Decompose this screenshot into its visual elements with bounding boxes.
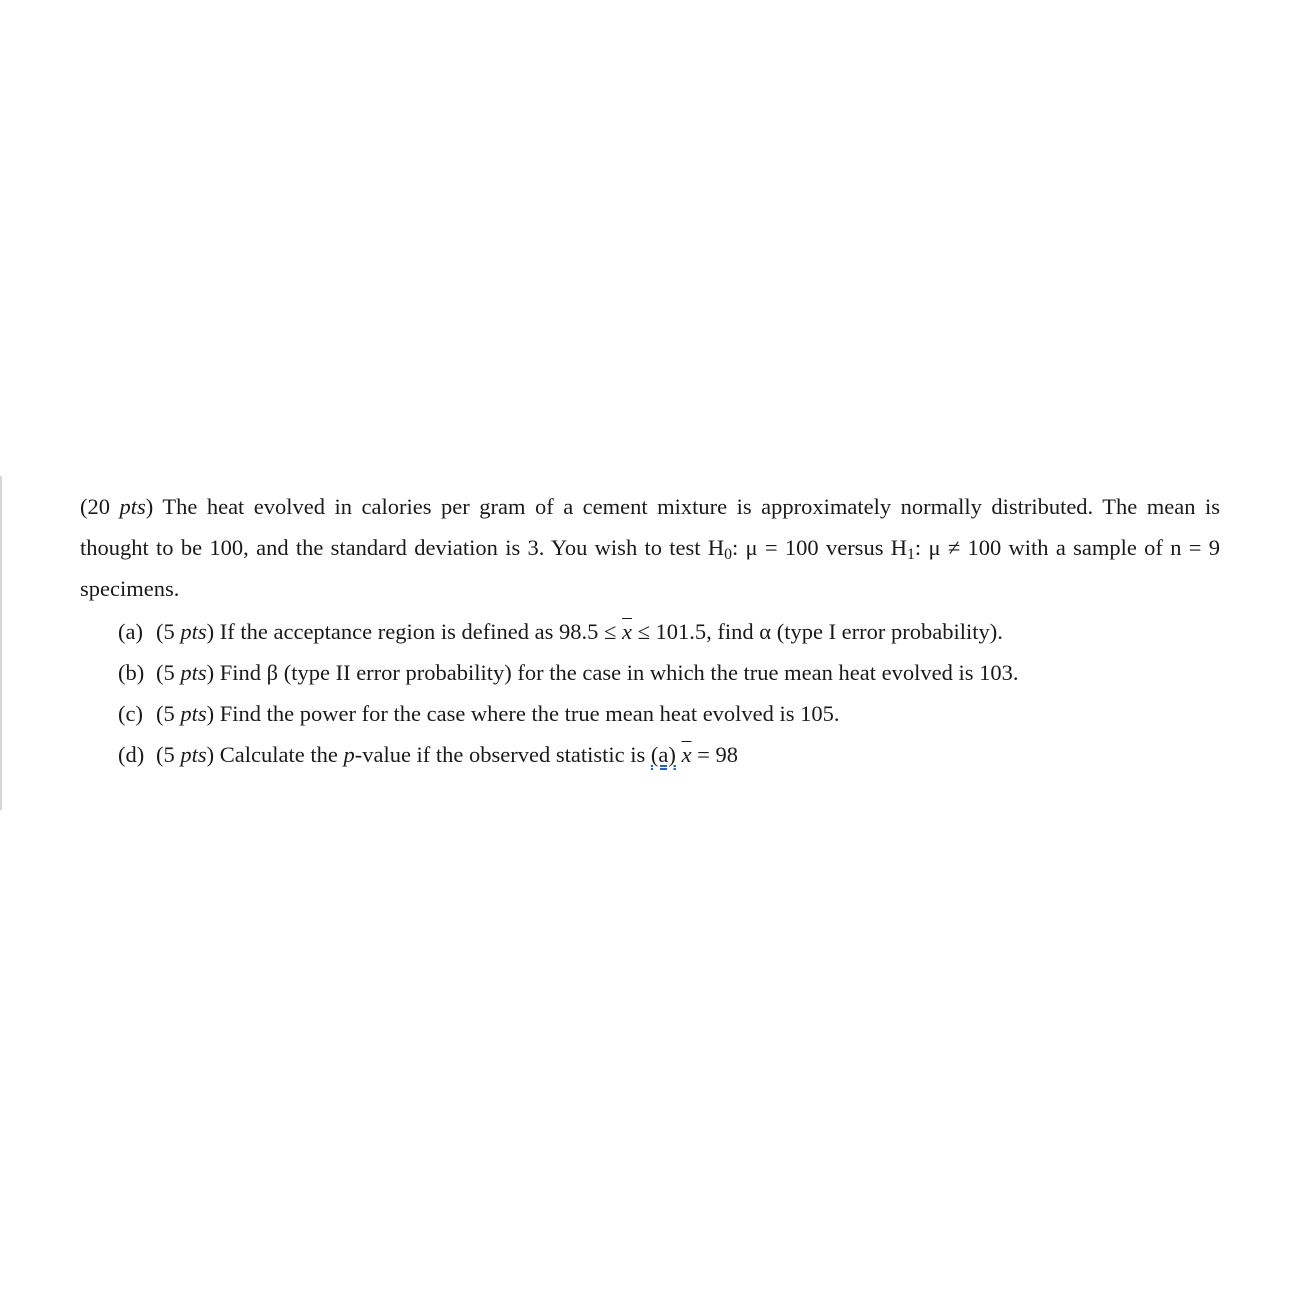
part-b-text-1: Find β (type II error probability) for the case in which the true mean heat evolved is 103. (214, 660, 1019, 685)
problem-points-close: ) (145, 494, 154, 519)
part-a-points-close: ) (206, 619, 215, 644)
problem-intro-text-1: The heat evolved in calories per gram of a cement mixture is approximately normally distributed. The mean is thought to be 100, and the standard deviation is 3. You wish to test H (80, 494, 1220, 560)
part-c-text-1: Find the power for the case where the true mean heat evolved is 105. (214, 701, 840, 726)
part-a (118, 611, 1220, 652)
part-a-points-unit: pts (180, 619, 207, 644)
part-d-points-close: ) (206, 742, 215, 767)
part-d-label: (d) (118, 742, 145, 767)
problem-intro (80, 486, 1220, 609)
part-d-text-3: = 98 (691, 742, 738, 767)
left-margin-rule (0, 476, 2, 810)
part-d-text-1: Calculate the (214, 742, 344, 767)
part-d-points-unit: pts (180, 742, 207, 767)
h1-subscript: 1 (907, 545, 915, 563)
part-d-annotated-reference: (a) (650, 742, 676, 767)
part-d-text-2: -value if the observed statistic is (354, 742, 651, 767)
problem-points: (20 (80, 494, 110, 519)
part-d-points: (5 (156, 742, 181, 767)
part-c (118, 693, 1220, 734)
part-a-xbar: $\overline{x}$ (621, 619, 632, 644)
part-d (118, 734, 1220, 775)
problem-statement (80, 486, 1220, 775)
part-b-label: (b) (118, 660, 145, 685)
problem-intro-text-2: : μ = 100 versus H (731, 535, 908, 560)
problem-points-unit: pts (119, 494, 146, 519)
part-c-points: (5 (156, 701, 181, 726)
part-b (118, 652, 1220, 693)
part-a-label: (a) (118, 619, 143, 644)
part-b-points-close: ) (206, 660, 215, 685)
part-b-points-unit: pts (180, 660, 207, 685)
problem-parts-list (80, 611, 1220, 775)
part-a-text-2: ≤ 101.5, find α (type I error probability). (631, 619, 1003, 644)
part-d-xbar: $\overline{x}$ (681, 742, 692, 767)
h0-subscript: 0 (724, 545, 732, 563)
part-c-label: (c) (118, 701, 143, 726)
problem-intro-text-3: : μ ≠ 100 with a sample of n = 9 specimens. (80, 535, 1220, 601)
part-a-points: (5 (156, 619, 181, 644)
part-c-points-close: ) (206, 701, 215, 726)
part-b-points: (5 (156, 660, 181, 685)
part-d-p-italic: p (343, 742, 355, 767)
part-a-text-1: If the acceptance region is defined as 98.5 ≤ (214, 619, 622, 644)
part-c-points-unit: pts (180, 701, 207, 726)
